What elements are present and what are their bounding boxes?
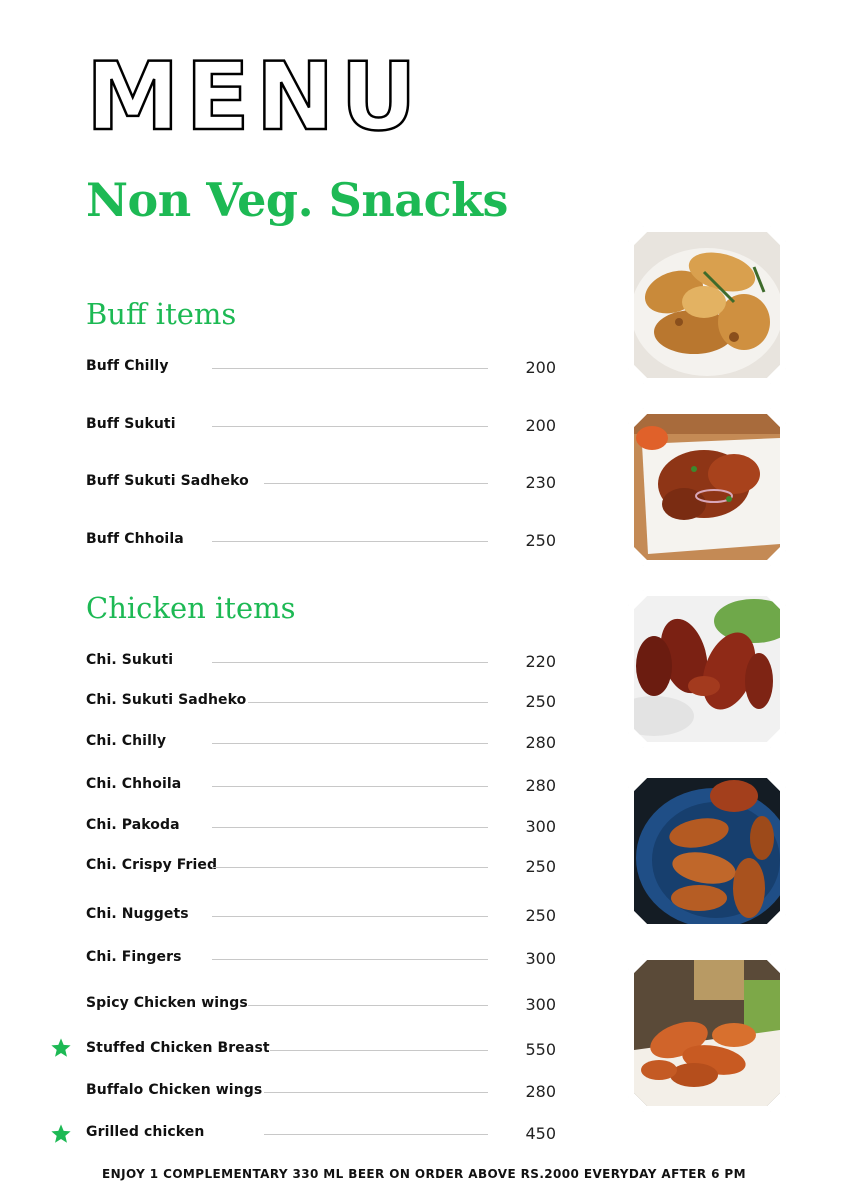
item-price: 250 bbox=[525, 531, 556, 550]
item-name: Chi. Sukuti bbox=[86, 652, 174, 668]
menu-item bbox=[86, 993, 556, 1013]
roasted-chicken-image bbox=[634, 232, 780, 378]
star-icon bbox=[50, 1123, 72, 1145]
buffalo-wings-image bbox=[634, 960, 780, 1106]
dotted-leader bbox=[212, 786, 488, 787]
item-name: Chi. Chilly bbox=[86, 733, 167, 749]
menu-item bbox=[86, 774, 556, 794]
item-name: Buff Chilly bbox=[86, 358, 169, 374]
item-name: Chi. Sukuti Sadheko bbox=[86, 692, 247, 708]
menu-item bbox=[86, 1122, 556, 1142]
star-icon bbox=[50, 1037, 72, 1059]
item-name: Grilled chicken bbox=[86, 1124, 205, 1140]
dotted-leader bbox=[212, 867, 488, 868]
group-title-buff: Buff items bbox=[86, 297, 237, 331]
dotted-leader bbox=[212, 916, 488, 917]
bbq-wings-bowl-image bbox=[634, 778, 780, 924]
chilli-buff-image bbox=[634, 414, 780, 560]
menu-item bbox=[86, 650, 556, 670]
item-name: Chi. Chhoila bbox=[86, 776, 182, 792]
item-price: 300 bbox=[525, 949, 556, 968]
item-name: Chi. Nuggets bbox=[86, 906, 189, 922]
menu-item bbox=[86, 471, 556, 491]
item-price: 450 bbox=[525, 1124, 556, 1143]
dotted-leader bbox=[248, 702, 488, 703]
item-name: Spicy Chicken wings bbox=[86, 995, 248, 1011]
item-price: 300 bbox=[525, 995, 556, 1014]
dotted-leader bbox=[264, 1092, 488, 1093]
dotted-leader bbox=[212, 827, 488, 828]
dotted-leader bbox=[248, 1005, 488, 1006]
promo-footer: ENJOY 1 COMPLEMENTARY 330 ML BEER ON ORDER ABOVE RS.2000 EVERYDAY AFTER 6 PM bbox=[102, 1167, 746, 1181]
menu-item bbox=[86, 1038, 556, 1058]
buffalo-wings-photo bbox=[628, 954, 786, 1112]
item-price: 250 bbox=[525, 692, 556, 711]
dotted-leader bbox=[270, 1050, 488, 1051]
menu-item bbox=[86, 947, 556, 967]
item-price: 280 bbox=[525, 733, 556, 752]
menu-item bbox=[86, 855, 556, 875]
item-name: Buff Sukuti bbox=[86, 416, 176, 432]
chilli-buff-photo bbox=[628, 408, 786, 566]
item-price: 280 bbox=[525, 1082, 556, 1101]
item-name: Buff Chhoila bbox=[86, 531, 184, 547]
item-name: Chi. Fingers bbox=[86, 949, 182, 965]
item-price: 550 bbox=[525, 1040, 556, 1059]
menu-item bbox=[86, 690, 556, 710]
item-name: Buffalo Chicken wings bbox=[86, 1082, 263, 1098]
item-price: 230 bbox=[525, 473, 556, 492]
section-title: Non Veg. Snacks bbox=[86, 173, 508, 227]
dotted-leader bbox=[212, 959, 488, 960]
dotted-leader bbox=[212, 368, 488, 369]
menu-item bbox=[86, 529, 556, 549]
menu-item bbox=[86, 815, 556, 835]
roasted-chicken-photo bbox=[628, 226, 786, 384]
group-title-chicken: Chicken items bbox=[86, 591, 296, 625]
item-name: Chi. Pakoda bbox=[86, 817, 180, 833]
item-price: 280 bbox=[525, 776, 556, 795]
menu-item bbox=[86, 1080, 556, 1100]
dotted-leader bbox=[212, 743, 488, 744]
item-price: 300 bbox=[525, 817, 556, 836]
dotted-leader bbox=[264, 483, 488, 484]
bbq-wings-bowl-photo bbox=[628, 772, 786, 930]
item-name: Buff Sukuti Sadheko bbox=[86, 473, 249, 489]
menu-item bbox=[86, 414, 556, 434]
dotted-leader bbox=[212, 426, 488, 427]
menu-title: MENU bbox=[86, 43, 423, 152]
menu-item bbox=[86, 904, 556, 924]
item-name: Chi. Crispy Fried bbox=[86, 857, 218, 873]
item-price: 200 bbox=[525, 416, 556, 435]
dotted-leader bbox=[212, 541, 488, 542]
menu-item bbox=[86, 356, 556, 376]
glazed-wings-photo bbox=[628, 590, 786, 748]
dotted-leader bbox=[212, 662, 488, 663]
item-price: 220 bbox=[525, 652, 556, 671]
menu-item bbox=[86, 731, 556, 751]
item-price: 200 bbox=[525, 358, 556, 377]
item-price: 250 bbox=[525, 906, 556, 925]
glazed-wings-image bbox=[634, 596, 780, 742]
dotted-leader bbox=[264, 1134, 488, 1135]
item-price: 250 bbox=[525, 857, 556, 876]
item-name: Stuffed Chicken Breast bbox=[86, 1040, 270, 1056]
